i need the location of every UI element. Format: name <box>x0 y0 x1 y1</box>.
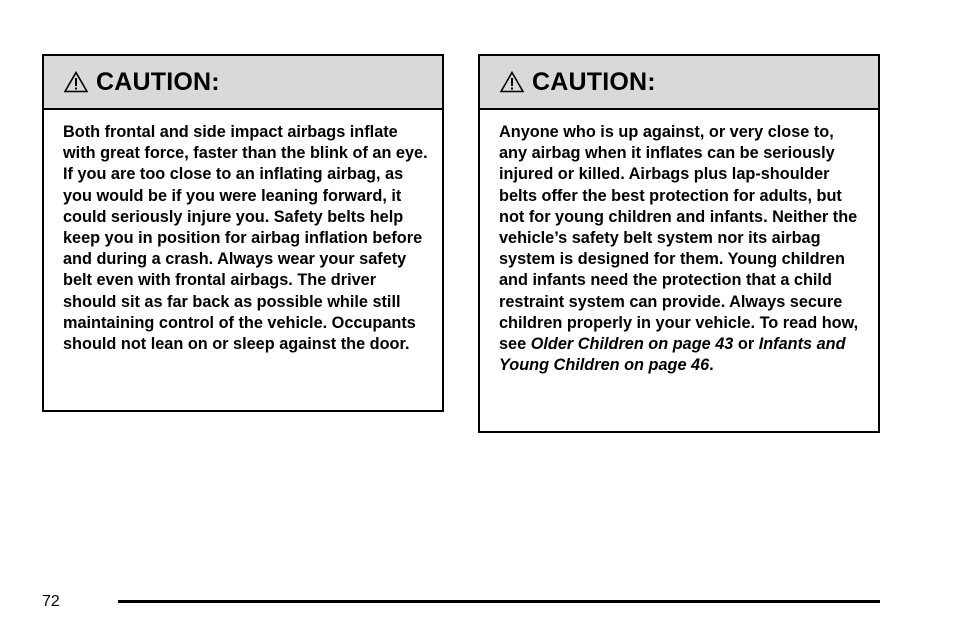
caution-text <box>499 122 864 376</box>
footer-rule <box>118 600 880 603</box>
caution-box-airbag-force <box>42 54 444 412</box>
warning-triangle-icon <box>64 71 88 93</box>
caution-text-main: Anyone who is up against, or very close to, any airbag when it inflates can be seriously injured or killed. Airbags plus lap-shoulder belts offer the best protection for adults, but not for young children and infants. Neither the vehicle’s safety belt system nor its airbag system is designed for them. Young children and infants need the protection that a child restraint system can provide. Always secure children properly in your vehicle. To read how, see <box>499 123 859 354</box>
caution-title: CAUTION: <box>532 67 656 96</box>
caution-header <box>44 56 442 110</box>
caution-body <box>44 110 442 355</box>
caution-box-proximity <box>478 54 880 433</box>
caution-title: CAUTION: <box>96 67 220 96</box>
cross-reference-older-children[interactable]: Older Children on page 43 <box>530 335 734 354</box>
caution-header <box>480 56 878 110</box>
caution-text: Both frontal and side impact airbags inflate with great force, faster than the blink of an eye. If you are too close to an inflating airbag, as you would be if you were leaning forward, it could seriously injure you. Safety belts help keep you in position for airbag inflation before and during a crash. Always wear your safety belt even with frontal airbags. The driver should sit as far back as possible while still maintaining control of the vehicle. Occupants should not lean on or sleep against the door. <box>63 123 428 354</box>
caution-body <box>480 110 878 376</box>
sentence-end: . <box>709 356 714 375</box>
warning-triangle-icon <box>500 71 524 93</box>
page-number: 72 <box>42 593 60 610</box>
cross-reference-connector: or <box>733 335 759 354</box>
cross-reference-infants[interactable]: Infants and Young Children on page 46 <box>499 335 846 375</box>
